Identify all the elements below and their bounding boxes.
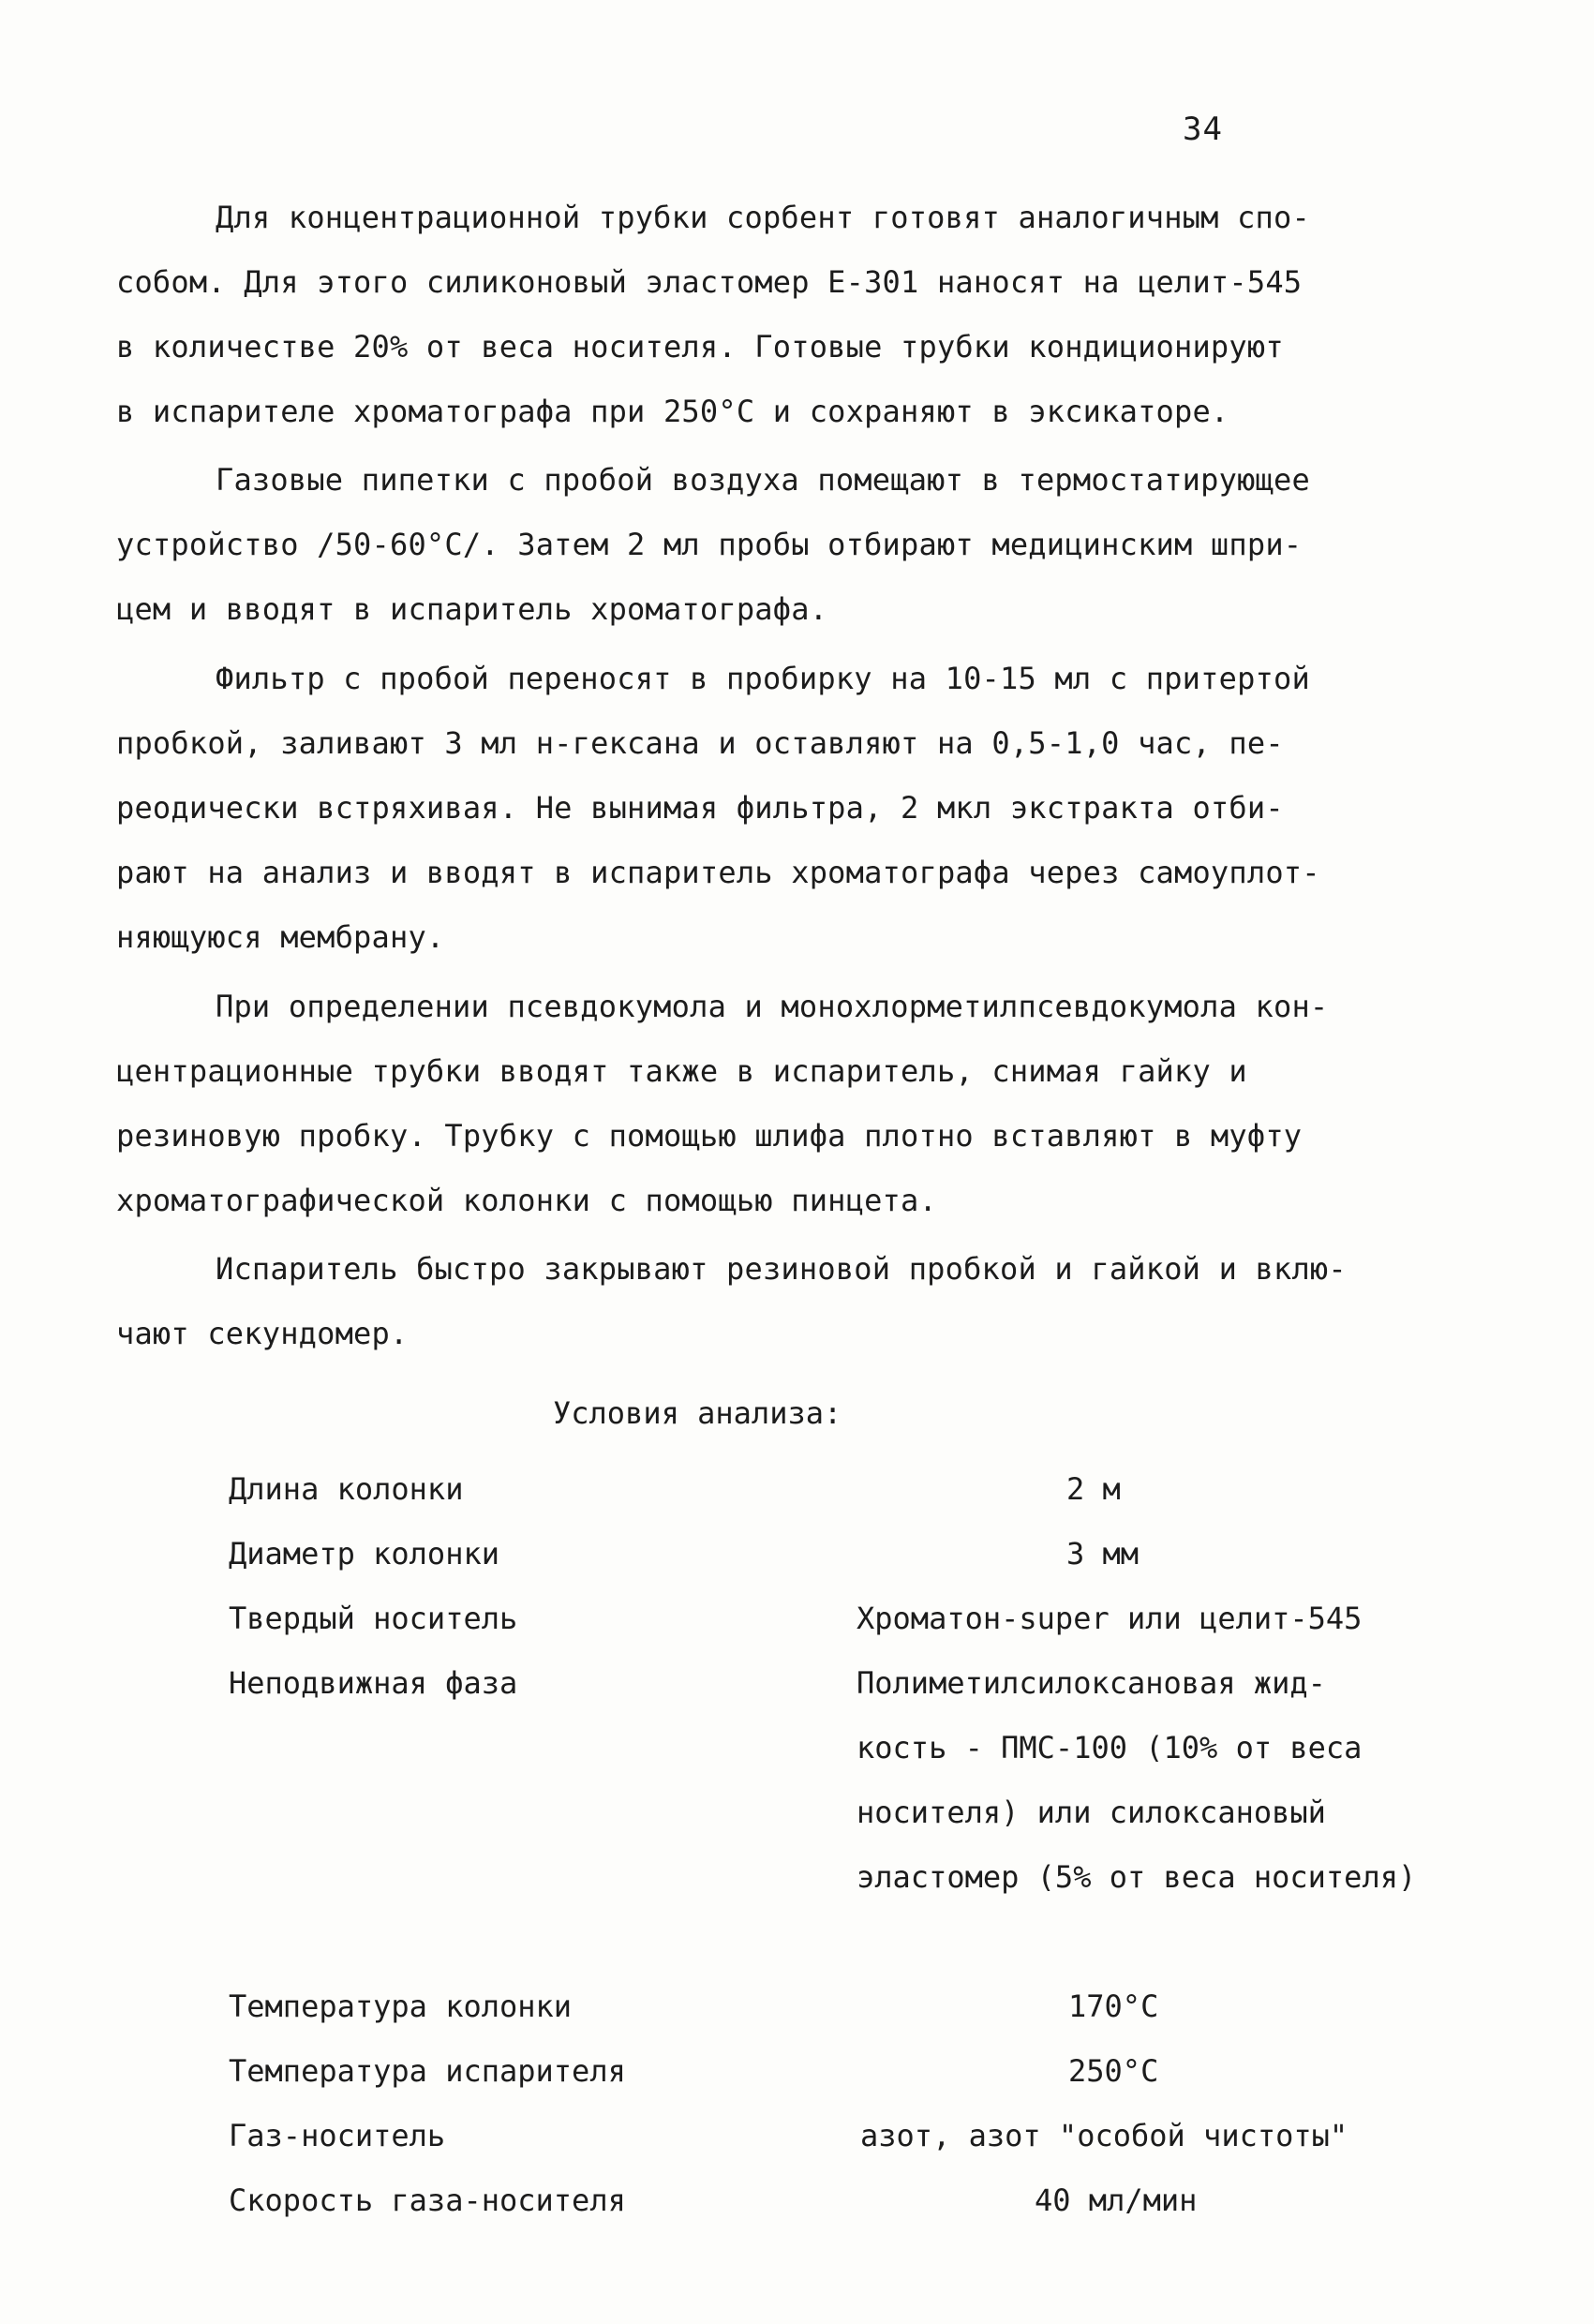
page-number: 34 [1183, 111, 1223, 148]
condition-value-line: эластомер (5% от веса носителя) [857, 1859, 1417, 1895]
condition-label: Газ-носитель [229, 2118, 446, 2153]
text-line: устройство /50-60°С/. Затем 2 мл пробы отбирают медицинским шпри- [116, 527, 1303, 562]
paragraph-pseudocumene [116, 975, 1428, 1233]
text-line: Газовые пипетки с пробой воздуха помещают в термостатирующее [216, 462, 1310, 498]
text-line: резиновую пробку. Трубку с помощью шлифа плотно вставляют в муфту [116, 1118, 1303, 1154]
text-line: в количестве 20% от веса носителя. Готовые трубки кондиционируют [116, 329, 1284, 365]
text-line: Для концентрационной трубки сорбент готовят аналогичным спо- [216, 200, 1310, 235]
paragraph-gas-pipettes [116, 448, 1428, 642]
text-line: пробкой, заливают 3 мл н-гексана и оставляют на 0,5-1,0 час, пе- [116, 725, 1284, 761]
text-line: Фильтр с пробой переносят в пробирку на 10-15 мл с притертой [216, 661, 1310, 696]
condition-value: 170°С [1068, 1989, 1159, 2024]
paragraph-filter-extraction [116, 647, 1428, 970]
text-line: хроматографической колонки с помощью пинцета. [116, 1183, 937, 1218]
condition-label: Температура колонки [229, 1989, 573, 2024]
paragraph-sorbent-preparation [116, 186, 1428, 444]
text-line: рают на анализ и вводят в испаритель хроматографа через самоуплот- [116, 855, 1320, 890]
condition-label: Длина колонки [229, 1471, 464, 1507]
condition-value: азот, азот "особой чистоты" [860, 2118, 1348, 2153]
condition-value: Хроматон-super или целит-545 [857, 1601, 1363, 1636]
text-line: чают секундомер. [116, 1316, 409, 1351]
condition-value-multiline [857, 1651, 1416, 1910]
text-line: реодически встряхивая. Не вынимая фильтра, 2 мкл экстракта отби- [116, 790, 1284, 826]
paragraph-evaporator-closing [116, 1237, 1428, 1366]
text-line: Испаритель быстро закрывают резиновой пробкой и гайкой и вклю- [216, 1251, 1347, 1287]
text-line: цем и вводят в испаритель хроматографа. [116, 591, 828, 627]
condition-value: 3 мм [1066, 1536, 1140, 1572]
condition-value: 40 мл/мин [1035, 2182, 1198, 2218]
text-line: центрационные трубки вводят также в испаритель, снимая гайку и [116, 1053, 1247, 1089]
condition-value: 250°С [1068, 2053, 1159, 2089]
text-line: няющуюся мембрану. [116, 919, 445, 955]
condition-label: Неподвижная фаза [229, 1665, 518, 1701]
condition-value: 2 м [1066, 1471, 1121, 1507]
conditions-heading: Условия анализа: [553, 1395, 842, 1431]
condition-label: Диаметр колонки [229, 1536, 499, 1572]
condition-label: Температура испарителя [229, 2053, 626, 2089]
text-line: в испарителе хроматографа при 250°С и сохраняют в эксикаторе. [116, 394, 1229, 429]
condition-value-line: кость - ПМС-100 (10% от веса [857, 1730, 1363, 1765]
text-line: При определении псевдокумола и монохлорметилпсевдокумола кон- [216, 989, 1329, 1024]
text-line: собом. Для этого силиконовый эластомер Е-301 наносят на целит-545 [116, 264, 1303, 300]
condition-label: Скорость газа-носителя [229, 2182, 626, 2218]
condition-label: Твердый носитель [229, 1601, 518, 1636]
condition-value-line: носителя) или силоксановый [857, 1795, 1326, 1830]
condition-value-line: Полиметилсилоксановая жид- [857, 1665, 1326, 1701]
